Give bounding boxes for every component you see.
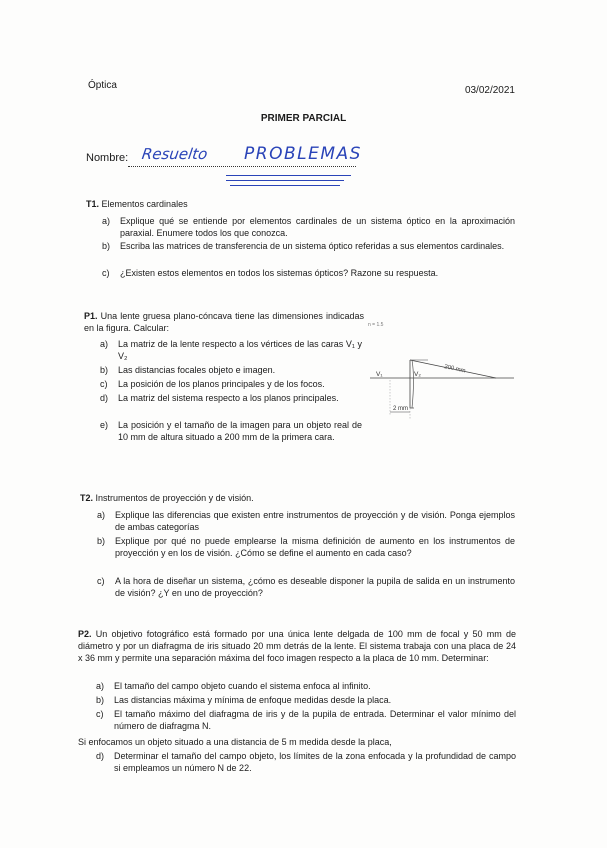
t1-item-c xyxy=(102,267,515,281)
p1-item-e xyxy=(100,419,362,457)
item-letter: a) xyxy=(102,216,111,226)
p1-intro-text: Una lente gruesa plano-cóncava tiene las dimensiones indicadas en la figura. Calcular: xyxy=(84,311,364,333)
name-label: Nombre: xyxy=(86,152,129,164)
p2-item-a xyxy=(96,680,516,694)
p2-number: P2. xyxy=(78,629,92,639)
handwritten-underline-2 xyxy=(226,180,344,181)
item-letter: a) xyxy=(97,510,106,520)
item-text: Las distancias focales objeto e imagen. xyxy=(118,365,276,375)
item-letter: c) xyxy=(97,576,105,586)
t2-number: T2. xyxy=(80,493,94,503)
t1-number: T1. xyxy=(86,199,100,209)
item-text: La posición y el tamaño de la imagen para un objeto real de 10 mm de altura situado a 200 mm de la primera cara. xyxy=(118,420,362,442)
item-text: Escriba las matrices de transferencia de un sistema óptico referidas a sus elementos cardinales. xyxy=(120,241,505,251)
p1-number: P1. xyxy=(84,311,98,321)
t1-title: Elementos cardinales xyxy=(101,199,188,209)
vertex-1-label: V₁ xyxy=(376,371,383,378)
item-letter: c) xyxy=(96,709,104,719)
item-letter: b) xyxy=(96,695,105,705)
exam-date: 03/02/2021 xyxy=(464,85,515,96)
name-line xyxy=(128,166,356,167)
item-text: Explique por qué no puede emplearse la misma definición de aumento en los instrumentos de proyección y en los de visión. ¿Cómo se define el aumento en cada caso? xyxy=(115,536,515,558)
radius-label: 200 mm xyxy=(443,364,467,375)
handwritten-name-2: PROBLEMAS xyxy=(244,144,362,164)
item-text: La posición de los planos principales y de los focos. xyxy=(118,379,325,389)
item-text: El tamaño máximo del diafragma de iris y de la pupila de entrada. Determinar el valor mínimo del número de diafragma N. xyxy=(114,709,516,731)
t2-title: Instrumentos de proyección y de visión. xyxy=(95,493,254,503)
vertex-2-label: V₂ xyxy=(414,371,421,378)
item-text: Determinar el tamaño del campo objeto, los límites de la zona enfocada y la profundidad de campo si empleamos un número N de 22. xyxy=(114,751,516,773)
item-letter: d) xyxy=(100,393,109,403)
handwritten-underline-1 xyxy=(226,175,351,176)
p2-mid-text: Si enfocamos un objeto situado a una distancia de 5 m medida desde la placa, xyxy=(78,737,392,747)
handwritten-underline-3 xyxy=(230,185,340,186)
item-letter: e) xyxy=(100,420,109,430)
p1-intro xyxy=(84,310,364,334)
item-letter: b) xyxy=(102,241,111,251)
item-text: La matriz del sistema respecto a los planos principales. xyxy=(118,393,339,403)
t2-item-a xyxy=(97,509,515,535)
item-letter: a) xyxy=(96,681,105,691)
item-text: Explique las diferencias que existen entre instrumentos de proyección y de visión. Ponga ejemplos de ambas categorías xyxy=(115,510,515,532)
thickness-label: 2 mm xyxy=(393,406,408,412)
item-text: Las distancias máxima y mínima de enfoque medidas desde la placa. xyxy=(114,695,392,705)
t1-item-b xyxy=(102,240,515,266)
item-letter: c) xyxy=(100,379,108,389)
item-text: A la hora de diseñar un sistema, ¿cómo es deseable disponer la pupila de salida en un instrumento de visión? ¿Y en uno de proyección? xyxy=(115,576,515,598)
item-text: El tamaño del campo objeto cuando el sistema enfoca al infinito. xyxy=(114,681,371,691)
subject-label: Óptica xyxy=(88,80,117,91)
item-text: Explique qué se entiende por elementos cardinales de un sistema óptico en la aproximación paraxial. Enumere todos los que conozca. xyxy=(120,216,515,238)
item-letter: c) xyxy=(102,268,110,278)
p1-item-a xyxy=(100,338,362,364)
item-letter: d) xyxy=(96,751,105,761)
t1-heading xyxy=(86,198,188,210)
item-text: ¿Existen estos elementos en todos los sistemas ópticos? Razone su respuesta. xyxy=(120,268,439,278)
p2-item-d xyxy=(96,750,516,776)
refractive-index-label: n = 1.5 xyxy=(368,322,384,328)
t2-heading xyxy=(80,492,254,504)
p2-intro-text: Un objetivo fotográfico está formado por una única lente delgada de 100 mm de focal y 50 mm de diámetro y por un diafragma de iris situado 20 mm detrás de la lente. El sistema trabaja con una placa de 24 x 36 mm y permite una separación máxima del foco imagen respecto a la placa de 10 mm. Determinar: xyxy=(78,629,516,663)
item-text: La matriz de la lente respecto a los vértices de las caras V₁ y V₂ xyxy=(118,339,362,361)
exam-title: PRIMER PARCIAL xyxy=(260,113,347,124)
item-letter: b) xyxy=(97,536,106,546)
handwritten-name-1: Resuelto xyxy=(140,145,209,163)
p1-item-c xyxy=(100,378,362,392)
t1-item-a xyxy=(102,215,515,241)
t2-item-b xyxy=(97,535,515,573)
p2-item-c xyxy=(96,708,516,734)
item-letter: a) xyxy=(100,339,109,349)
p2-intro xyxy=(78,628,516,664)
p2-item-b xyxy=(96,694,516,708)
p1-item-d xyxy=(100,392,362,418)
lens-figure xyxy=(366,316,516,428)
lens-concave-face xyxy=(412,360,414,408)
p1-item-b xyxy=(100,364,362,378)
item-letter: b) xyxy=(100,365,109,375)
t2-item-c xyxy=(97,575,515,601)
